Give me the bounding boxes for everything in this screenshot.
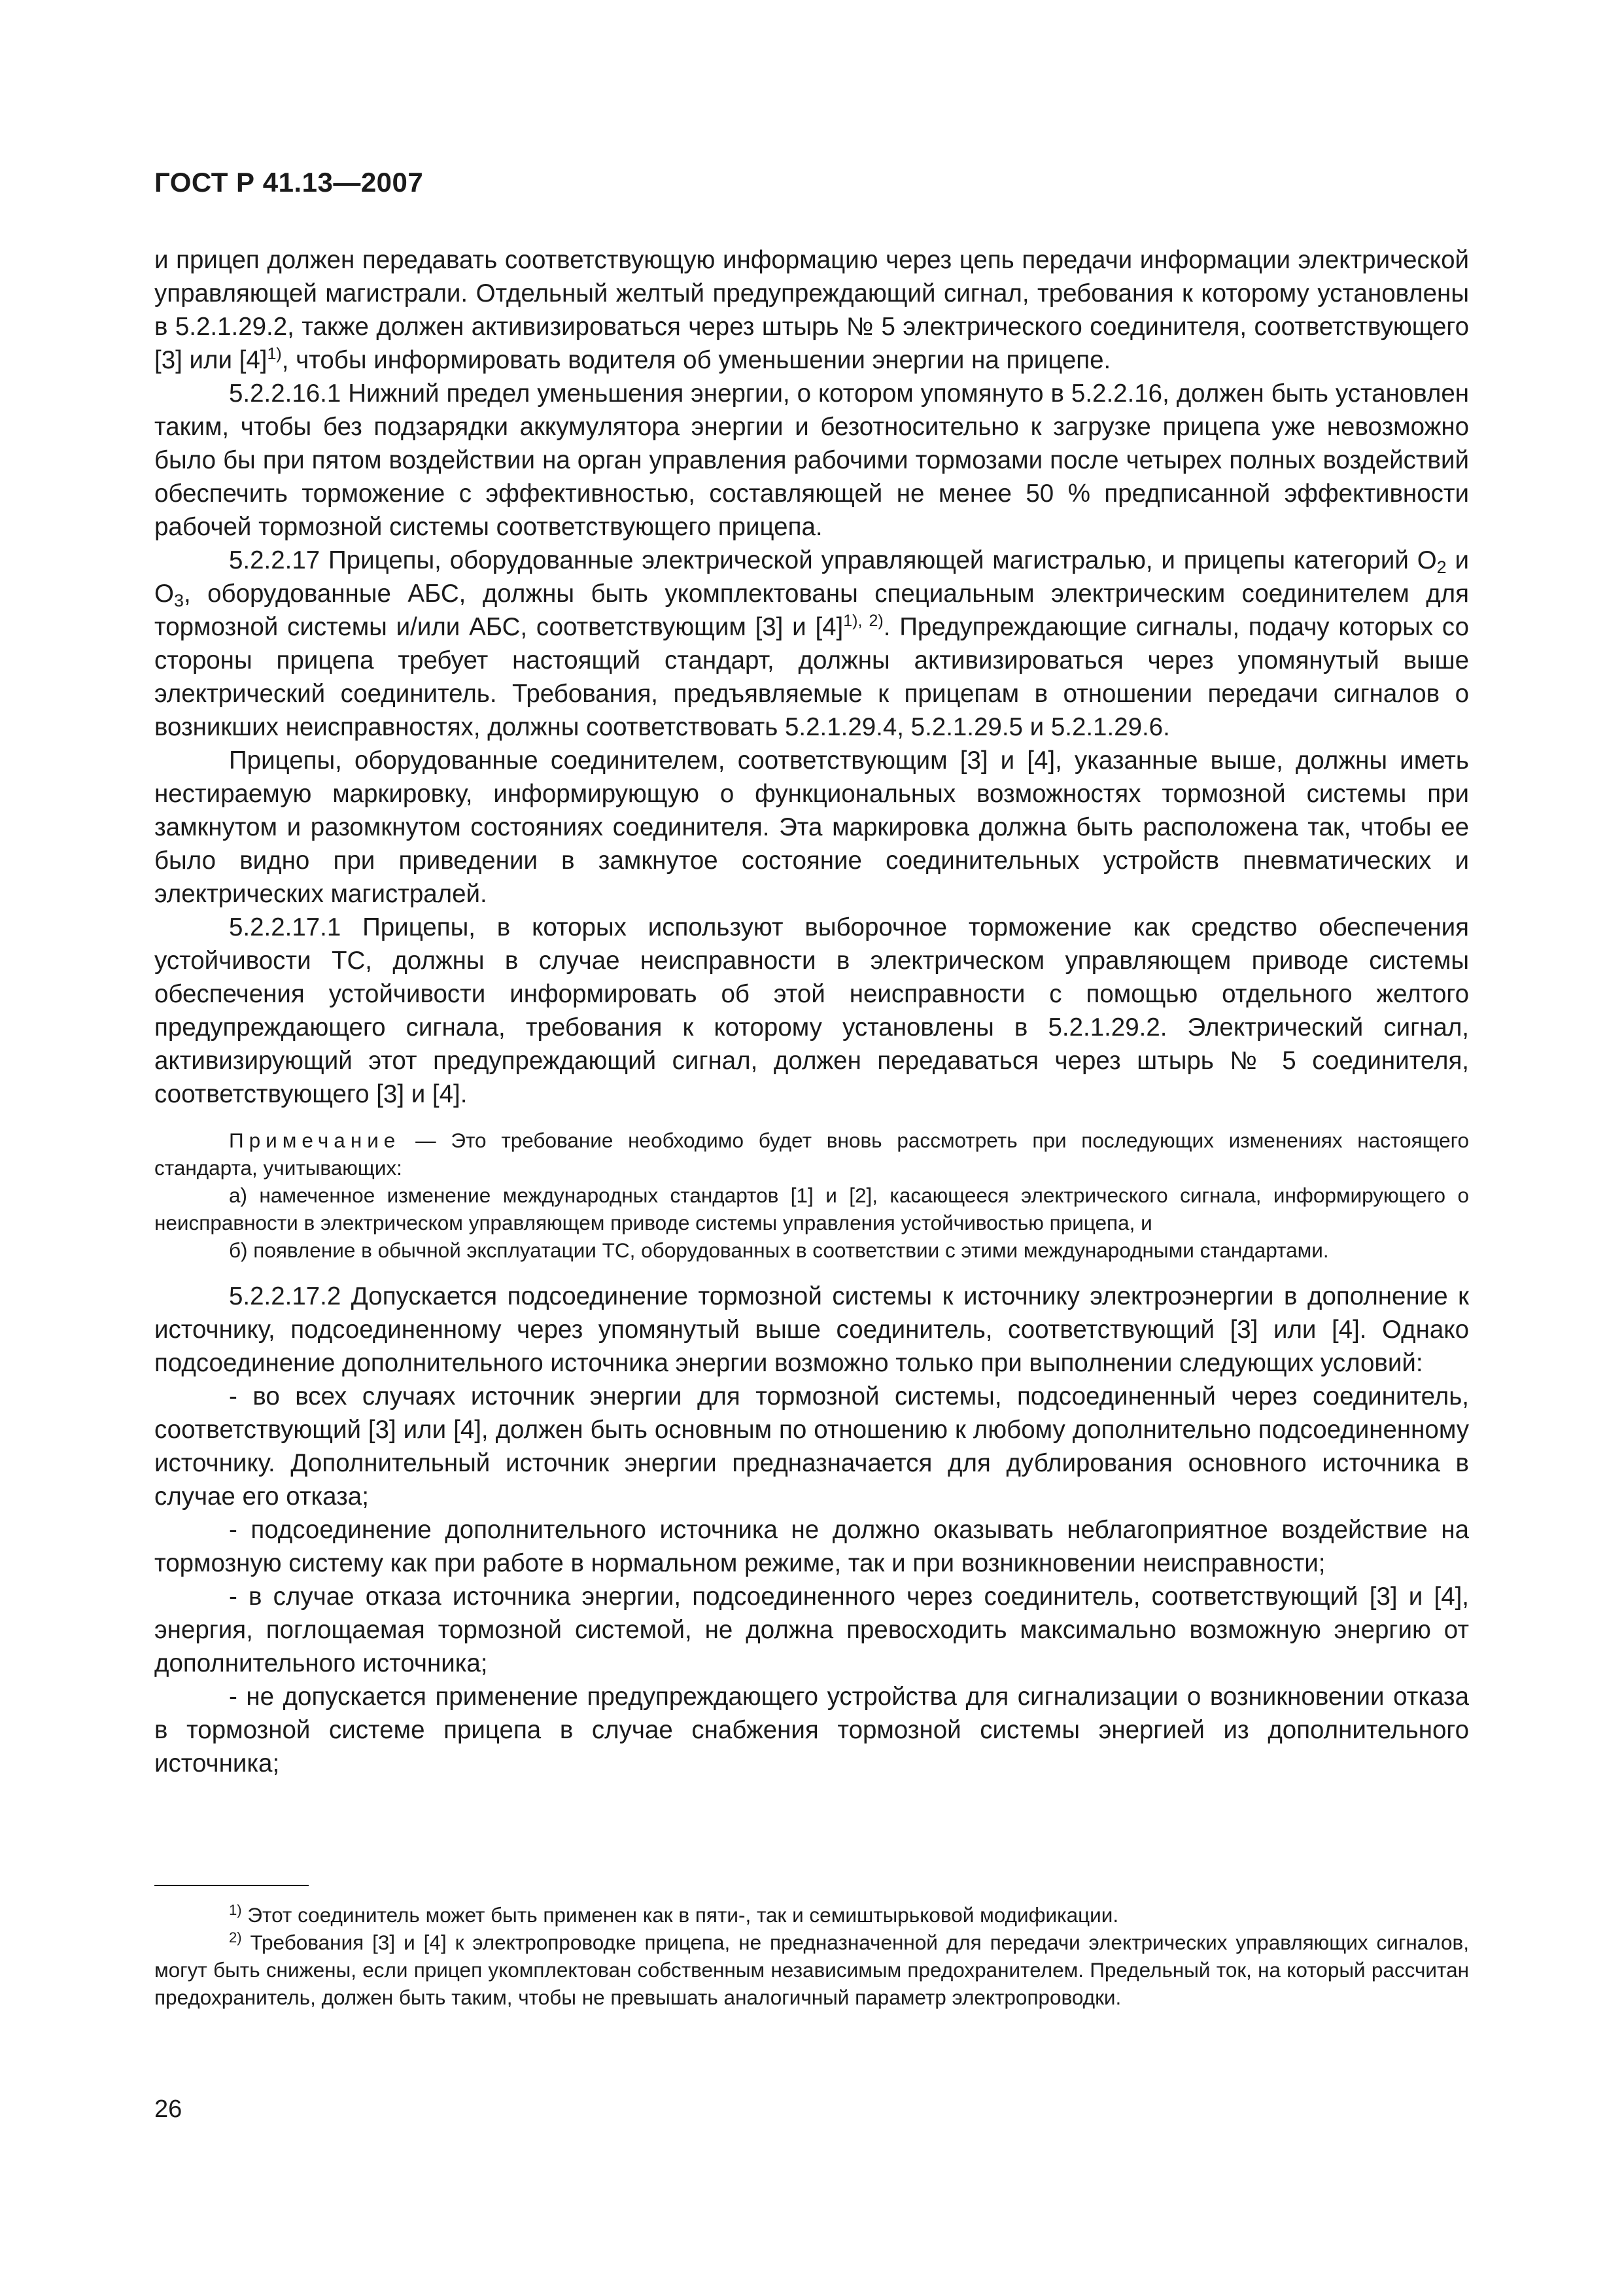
subscript: 3 [173, 591, 184, 610]
paragraph [154, 243, 1469, 377]
note-intro [154, 1127, 1469, 1182]
list-item: - во всех случаях источник энергии для тормозной системы, подсоединенный через соединитель, соответствующий [3] или [4], должен быть основным по отношению к любому дополнительно подсоединенному источнику. Дополнительный источник энергии предназначается для дублирования основного источника в случае его отказа; [154, 1382, 1469, 1511]
paragraph-5-2-2-17 [154, 544, 1469, 744]
list-item: - не допускается применение предупреждающего устройства для сигнализации о возникновении отказа в тормозной системе прицепа в случае снабжения тормозной системы энергией из дополнительного источника; [154, 1683, 1469, 1778]
note-label: Примечание [229, 1129, 401, 1152]
note-block [154, 1127, 1469, 1264]
document-header: ГОСТ Р 41.13—2007 [154, 167, 424, 198]
list-item: - подсоединение дополнительного источника не должно оказывать неблагоприятное воздействие на тормозную систему как при работе в нормальном режиме, так и при возникновении неисправности; [154, 1516, 1469, 1577]
footnotes [154, 1901, 1469, 2011]
footnote-text: Требования [3] и [4] к электропроводке прицепа, не предназначенной для передачи электрических управляющих сигналов, могут быть снижены, если прицеп укомплектован собственным независимым предохранителем. Предельный ток, на который рассчитан предохранитель, должен быть таким, чтобы не превышать аналогичный параметр электропроводки. [154, 1931, 1469, 2009]
paragraph-text: и прицеп должен передавать соответствующую информацию через цепь передачи информации электрической управляющей магистрали. Отдельный желтый предупреждающий сигнал, требования к которому установлены в 5.2.1.29.2, также должен активизироваться через штырь № 5 электрического соединителя, соответствующего [3] или [4] [154, 246, 1469, 374]
paragraph: Прицепы, оборудованные соединителем, соответствующим [3] и [4], указанные выше, должны иметь нестираемую маркировку, информирующую о функциональных возможностях тормозной системы при замкнутом и разомкнутом состояниях соединителя. Эта маркировка должна быть расположена так, чтобы ее было видно при приведении в замкнутое состояние соединительных устройств пневматических и электрических магистралей. [154, 746, 1469, 908]
footnote-mark: 2) [229, 1929, 242, 1946]
paragraph-5-2-2-17-2: 5.2.2.17.2 Допускается подсоединение тормозной системы к источнику электроэнергии в дополнение к источнику, подсоединенному через упомянутый выше соединитель, соответствующий [3] или [4]. Однако подсоединение дополнительного источника энергии возможно только при выполнении следующих условий: [154, 1282, 1469, 1377]
footnote-ref: 1) [267, 345, 282, 363]
paragraph-text: , чтобы информировать водителя об уменьшении энергии на прицепе. [281, 346, 1111, 374]
footnote-text: Этот соединитель может быть применен как в пяти-, так и семиштырьковой модификации. [241, 1903, 1119, 1927]
paragraph-text: и O [154, 546, 1470, 608]
page-number: 26 [154, 2095, 182, 2123]
paragraph-text: , оборудованные АБС, должны быть укомплектованы специальным электрическим соединителем для тормозной системы и/или АБС, соответствующим [3] и [4] [154, 580, 1469, 641]
note-item-b: б) появление в обычной эксплуатации ТС, оборудованных в соответствии с этими международными стандартами. [229, 1238, 1329, 1262]
note-item-a: а) намеченное изменение международных стандартов [1] и [2], касающееся электрического сигнала, информирующего о неисправности в электрическом управляющем приводе системы управления устойчивостью прицепа, и [154, 1183, 1469, 1235]
note-text: — Это требование необходимо будет вновь рассмотреть при последующих изменениях настоящего стандарта, учитывающих: [154, 1129, 1469, 1180]
footnote-ref: 1), 2) [843, 612, 884, 630]
list-item: - в случае отказа источника энергии, подсоединенного через соединитель, соответствующий [3] и [4], энергия, поглощаемая тормозной системой, не должна превосходить максимально возможную энергию от дополнительного источника; [154, 1583, 1469, 1677]
document-body [154, 243, 1469, 1780]
paragraph-5-2-2-16-1: 5.2.2.16.1 Нижний предел уменьшения энергии, о котором упомянуто в 5.2.2.16, должен быть установлен таким, чтобы без подзарядки аккумулятора энергии и безотносительно к загрузке прицепа уже невозможно было бы при пятом воздействии на орган управления рабочими тормозами после четырех полных воздействий обеспечить торможение с эффективностью, составляющей не менее 50 % предписанной эффективности рабочей тормозной системы соответствующего прицепа. [154, 379, 1469, 541]
footnote-mark: 1) [229, 1902, 242, 1918]
footnote-2 [154, 1929, 1469, 2011]
paragraph-text: . Предупреждающие сигналы, подачу которых со стороны прицепа требует настоящий стандарт, должны активизироваться через упомянутый выше электрический соединитель. Требования, предъявляемые к прицепам в отношении передачи сигналов о возникших неисправностях, должны соответствовать 5.2.1.29.4, 5.2.1.29.5 и 5.2.1.29.6. [154, 613, 1469, 741]
paragraph-5-2-2-17-1: 5.2.2.17.1 Прицепы, в которых используют выборочное торможение как средство обеспечения устойчивости ТС, должны в случае неисправности в электрическом управляющем приводе системы обеспечения устойчивости информировать об этой неисправности с помощью отдельного желтого предупреждающего сигнала, требования к которому установлены в 5.2.1.29.2. Электрический сигнал, активизирующий этот предупреждающий сигнал, должен передаваться через штырь № 5 соединителя, соответствующего [3] и [4]. [154, 913, 1469, 1108]
footnote-separator [154, 1885, 309, 1886]
subscript: 2 [1436, 557, 1447, 577]
footnote-1 [154, 1901, 1469, 1929]
paragraph-text: 5.2.2.17 Прицепы, оборудованные электрической управляющей магистралью, и прицепы категорий O [229, 546, 1437, 574]
